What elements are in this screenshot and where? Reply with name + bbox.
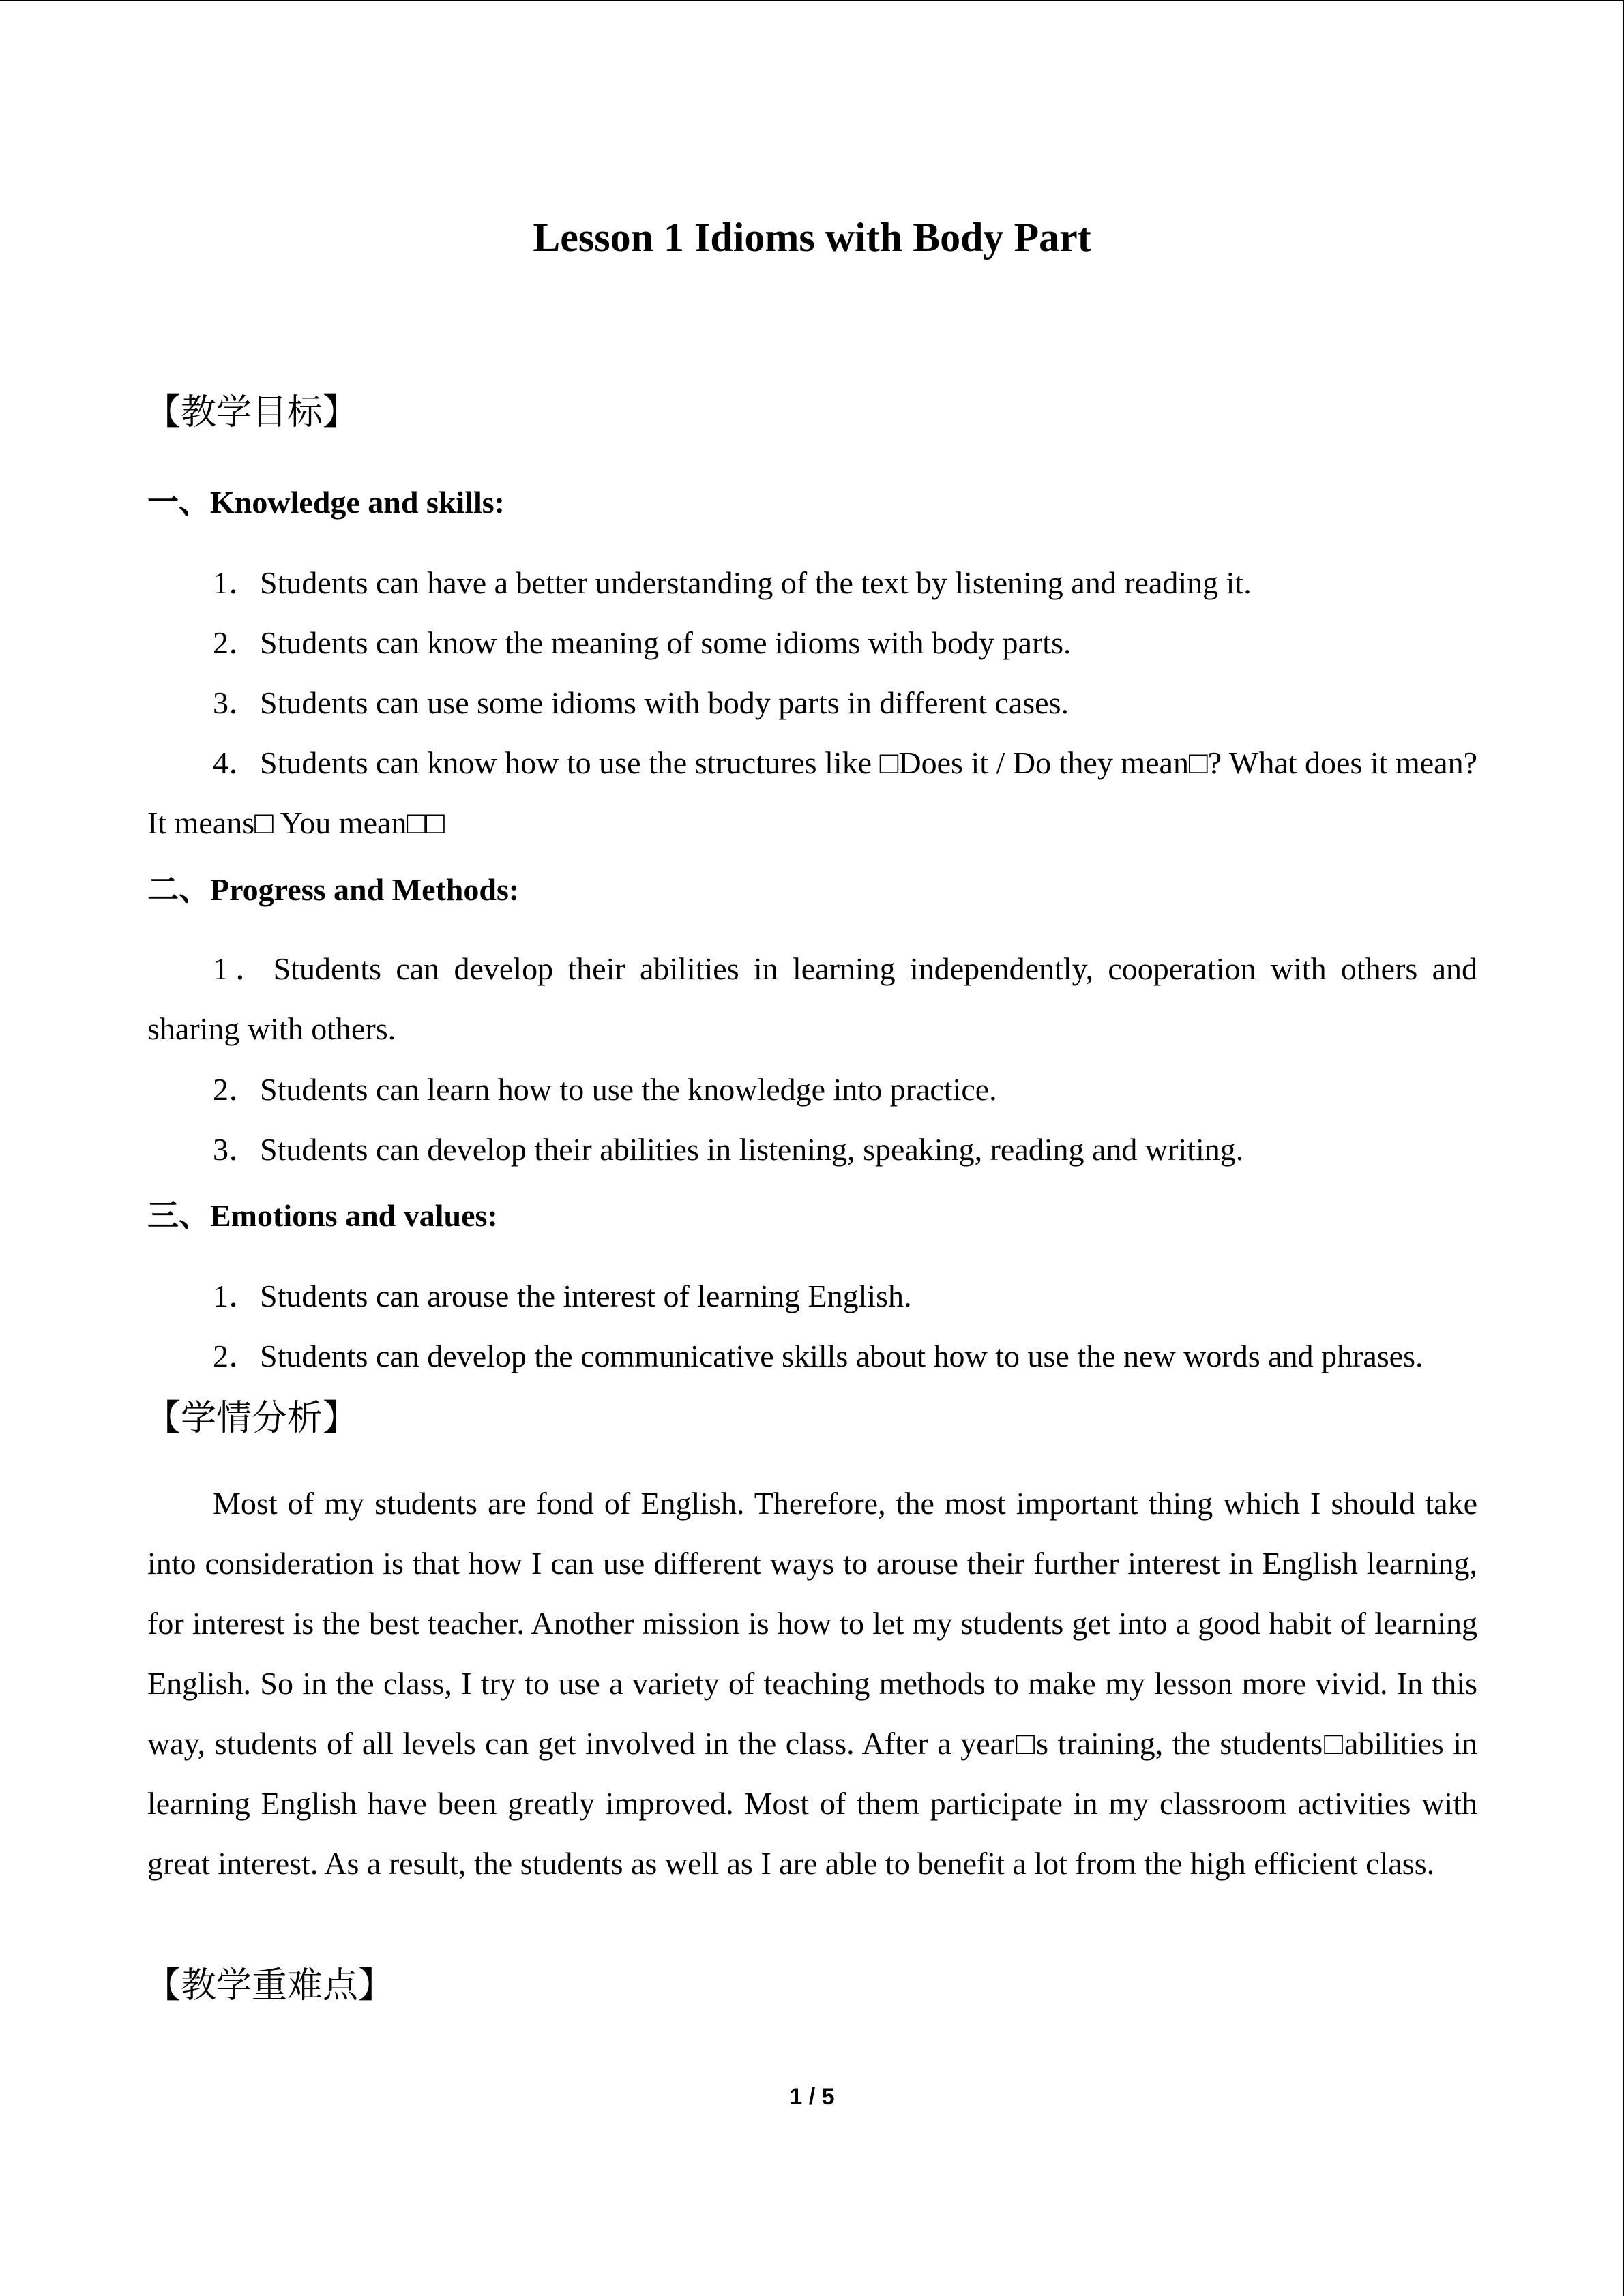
emotions-item-1: 1．Students can arouse the interest of learning English.	[213, 1279, 912, 1313]
progress-item-3: 3．Students can develop their abilities in listening, speaking, reading and writing.	[213, 1132, 1244, 1167]
progress-item-2: 2．Students can learn how to use the knowledge into practice.	[213, 1072, 997, 1107]
section-heading-objectives: 【教学目标】	[145, 392, 359, 433]
analysis-paragraph: Most of my students are fond of English. Therefore, the most important thing which I should take into consideration is that how I can use different ways to arouse their further interest in English learning, for interest is the best teacher. Another mission is how to let my students get into a good habit of learning English. So in the class, I try to use a variety of teaching methods to make my lesson more vivid. In this way, students of all levels can get involved in the class. After a year□s training, the students□abilities in learning English have been greatly improved. Most of them participate in my classroom activities with great interest. As a result, the students as well as I are able to benefit a lot from the high efficient class.	[147, 1486, 1477, 1881]
subheading-emotions: 三、Emotions and values:	[147, 1198, 498, 1233]
subheading-knowledge: 一、Knowledge and skills:	[147, 485, 505, 520]
page-border-top	[0, 0, 1623, 1]
knowledge-item-1: 1．Students can have a better understanding of the text by listening and reading it.	[213, 565, 1252, 600]
section-heading-analysis: 【学情分析】	[145, 1398, 359, 1439]
knowledge-item-4: 4．Students can know how to use the structures like □Does it / Do they mean□? What does it mean? It means□ You mean□□	[147, 745, 1477, 840]
knowledge-item-3: 3．Students can use some idioms with body parts in different cases.	[213, 685, 1069, 720]
page-title: Lesson 1 Idioms with Body Part	[533, 215, 1091, 260]
section-heading-keypoints: 【教学重难点】	[145, 1965, 394, 2006]
progress-item-1: 1．Students can develop their abilities in learning independently, cooperation with others and sharing with others.	[147, 951, 1477, 1046]
page-number: 1 / 5	[789, 2084, 835, 2110]
emotions-item-2: 2．Students can develop the communicative skills about how to use the new words and phrases.	[213, 1339, 1423, 1373]
knowledge-item-2: 2．Students can know the meaning of some idioms with body parts.	[213, 625, 1072, 660]
subheading-progress: 二、Progress and Methods:	[147, 872, 520, 907]
